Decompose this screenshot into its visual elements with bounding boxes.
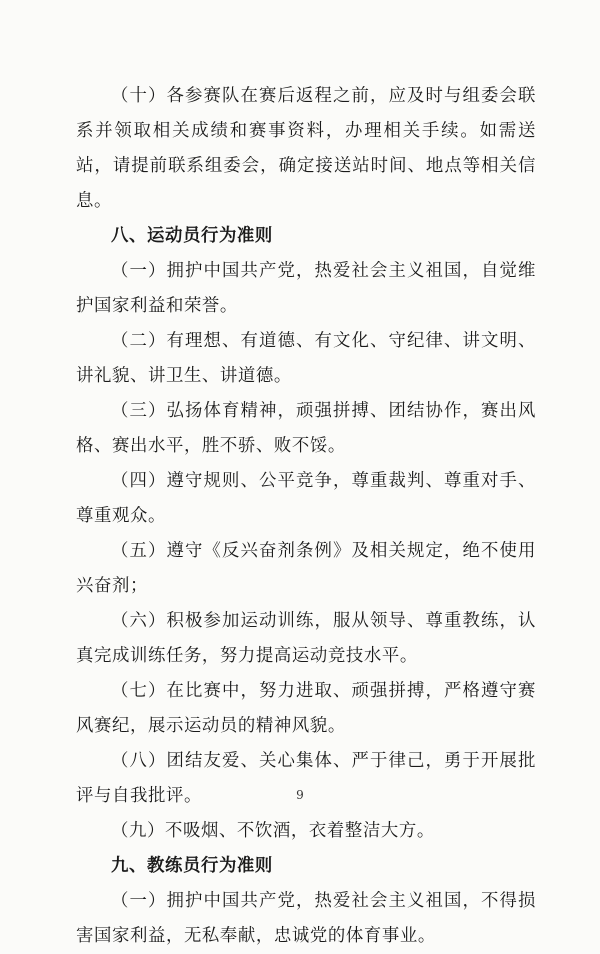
paragraph: （十）各参赛队在赛后返程之前，应及时与组委会联系并领取相关成绩和赛事资料，办理相关手续。如需送站，请提前联系组委会，确定接送站时间、地点等相关信息。 [76,86,536,211]
document-body [76,79,536,954]
section-heading: 八、运动员行为准则 [111,226,273,246]
paragraph: （三）弘扬体育精神，顽强拼搏、团结协作，赛出风格、赛出水平，胜不骄、败不馁。 [76,401,536,456]
page-number: 9 [296,788,304,802]
paragraph: （九）不吸烟、不饮酒，衣着整洁大方。 [111,821,435,841]
paragraph: （七）在比赛中，努力进取、顽强拼搏，严格遵守赛风赛纪，展示运动员的精神风貌。 [76,681,536,736]
paragraph: （一）拥护中国共产党，热爱社会主义祖国，不得损害国家利益，无私奉献，忠诚党的体育事业。 [76,891,536,946]
section-heading: 九、教练员行为准则 [111,856,273,876]
paragraph: （二）有理想、有道德、有文化、守纪律、讲文明、讲礼貌、讲卫生、讲道德。 [76,331,536,386]
paragraph: （一）拥护中国共产党，热爱社会主义祖国，自觉维护国家利益和荣誉。 [76,261,536,316]
paragraph: （五）遵守《反兴奋剂条例》及相关规定，绝不使用兴奋剂； [76,541,536,596]
paragraph: （六）积极参加运动训练，服从领导、尊重教练，认真完成训练任务，努力提高运动竞技水平。 [76,611,536,666]
paragraph: （八）团结友爱、关心集体、严于律己，勇于开展批评与自我批评。 [76,751,536,806]
paragraph: （四）遵守规则、公平竞争，尊重裁判、尊重对手、尊重观众。 [76,471,536,526]
